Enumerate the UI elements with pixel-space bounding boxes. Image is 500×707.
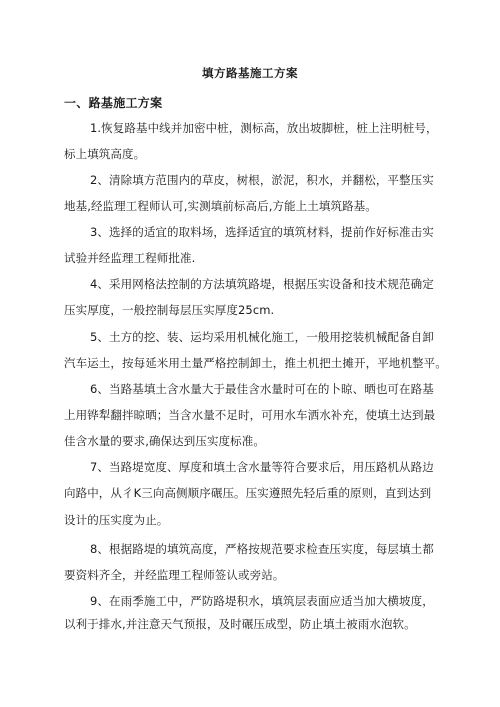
- paragraph-3-line-2: 试验并经监理工程师批准.: [64, 251, 196, 265]
- paragraph-7-line-3: 设计的压实度为止。: [64, 513, 169, 527]
- paragraph-9-line-1: 9、在雨季施工中，严防路堤积水，填筑层表面应适当加大横坡度，: [90, 594, 434, 608]
- paragraph-7-line-1: 7、当路堤宽度、厚度和填土含水量等符合要求后，用压路机从路边: [90, 460, 434, 474]
- paragraph-6-line-3: 佳含水量的要求,确保达到压实度标准。: [64, 434, 265, 448]
- paragraph-2-line-1: 2、清除填方范围内的草皮，树根，淤泥，积水，并翻松，平整压实: [90, 173, 434, 187]
- paragraph-2-line-2: 地基,经监理工程师认可,实测填前标高后,方能上土填筑路基。: [64, 199, 377, 213]
- paragraph-5-line-2: 汽车运土，按每延米用土量严格控制卸土，推土机把土摊开，平地机整平。: [64, 356, 447, 370]
- paragraph-6-line-2: 上用铧犁翻拌晾晒；当含水量不足时，可用水车洒水补充，使填土达到最: [64, 408, 436, 422]
- paragraph-7-line-2: 向路中，从彳K三向高侧顺序碾压。压实遵照先轻后重的原则，直到达到: [64, 486, 432, 500]
- paragraph-8-line-1: 8、根据路堤的填筑高度，严格按规范要求检查压实度，每层填土都: [90, 542, 434, 556]
- paragraph-1-line-2: 标上填筑高度。: [64, 147, 146, 161]
- paragraph-9-line-2: 以利于排水,并注意天气预报，及时碾压成型，防止填土被雨水泡软。: [64, 617, 416, 631]
- paragraph-6-line-1: 6、当路基填土含水量大于最佳含水量时可在的卜晾、晒也可在路基: [90, 382, 434, 396]
- section-heading: 一、路基施工方案: [64, 96, 163, 110]
- paragraph-1-line-1: 1.恢复路基中线并加密中桩，测标高，放出坡脚桩，桩上注明桩号，: [90, 121, 438, 135]
- paragraph-5-line-1: 5、土方的挖、装、运均采用机械化施工，一般用挖装机械配备自卸: [90, 330, 434, 344]
- paragraph-4-line-1: 4、采用网格法控制的方法填筑路堤，根据压实设备和技术规范确定: [90, 277, 434, 291]
- paragraph-8-line-2: 要资料齐全，并经监理工程师签认或旁站。: [64, 568, 285, 582]
- document-title: 填方路基施工方案: [202, 66, 298, 80]
- paragraph-3-line-1: 3、选择的适宜的取料场，选择适宜的填筑材料，提前作好标准击实: [90, 225, 434, 239]
- paragraph-4-line-2: 压实厚度，一般控制每层压实厚度25cm.: [64, 303, 275, 317]
